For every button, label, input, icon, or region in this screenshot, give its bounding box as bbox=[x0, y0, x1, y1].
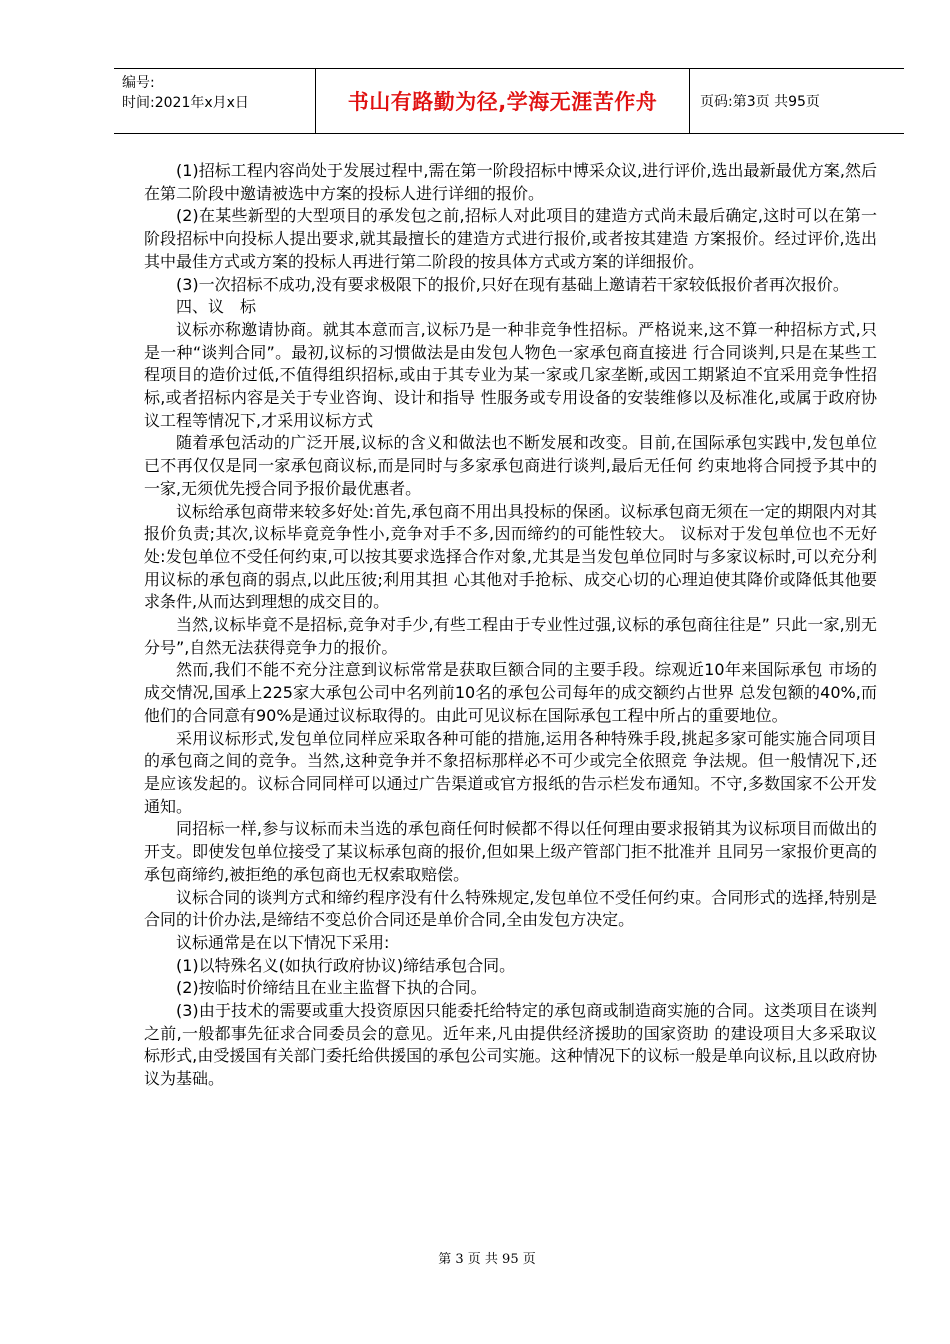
paragraph: 采用议标形式,发包单位同样应采取各种可能的措施,运用各种特殊手段,挑起多家可能实施合同项目的承包商之间的竞争。当然,这种竞争并不象招标那样必不可少或完全依照竞 争法规。但一般情况下,还是应该发起的。议标合同同样可以通过广告渠道或官方报纸的告示栏发布通知。不守,多数国家不公开发通知。 bbox=[144, 728, 877, 816]
paragraph: 议标合同的谈判方式和缔约程序没有什么特殊规定,发包单位不受任何约束。合同形式的选择,特别是合同的计价办法,是缔结不变总价合同还是单价合同,全由发包方决定。 bbox=[144, 887, 877, 930]
header-meta bbox=[114, 69, 316, 133]
paragraph: 同招标一样,参与议标而未当选的承包商任何时候都不得以任何理由要求报销其为议标项目而做出的开支。即使发包单位接受了某议标承包商的报价,但如果上级产管部门拒不批准并 且同另一家报价更高的承包商缔约,被拒绝的承包商也无权索取赔偿。 bbox=[144, 819, 877, 884]
paragraph: 随着承包活动的广泛开展,议标的含义和做法也不断发展和改变。目前,在国际承包实践中,发包单位已不再仅仅是同一家承包商议标,而是同时与多家承包商进行谈判,最后无任何 约束地将合同授予其中的一家,无须优先授合同予报价最优惠者。 bbox=[144, 433, 877, 498]
paragraph: 议标给承包商带来较多好处:首先,承包商不用出具投标的保函。议标承包商无须在一定的期限内对其报价负责;其次,议标毕竟竞争性小,竞争对手不多,因而缔约的可能性较大。 议标对于发包单位也不无好处:发包单位不受任何约束,可以按其要求选择合作对象,尤其是当发包单位同时与多家议标时,可以充分利用议标的承包商的弱点,以此压彼;利用其担 心其他对手抢标、成交心切的心理迫使其降价或降低其他要求条件,从而达到理想的成交目的。 bbox=[144, 501, 877, 612]
time-label: 时间:2021年x月x日 bbox=[122, 95, 249, 111]
paragraph: 议标亦称邀请协商。就其本意而言,议标乃是一种非竞争性招标。严格说来,这不算一种招标方式,只是一种“谈判合同”。最初,议标的习惯做法是由发包人物色一家承包商直接进 行合同谈判,只是在某些工程项目的造价过低,不值得组织招标,或由于其专业为某一家或几家垄断,或因工期紧迫不宜采用竞争性招标,或者招标内容是关于专业咨询、设计和指导 性服务或专用设备的安装维修以及标准化,或属于政府协议工程等情况下,才采用议标方式 bbox=[144, 319, 877, 430]
paragraph: (2)在某些新型的大型项目的承发包之前,招标人对此项目的建造方式尚未最后确定,这时可以在第一阶段招标中向投标人提出要求,就其最擅长的建造方式进行报价,或者按其建造 方案报价。经过评价,选出其中最佳方式或方案的投标人再进行第二阶段的按具体方式或方案的详细报价。 bbox=[144, 206, 877, 271]
document-body bbox=[144, 160, 877, 1091]
paragraph: (1)以特殊名义(如执行政府协议)缔结承包合同。 bbox=[176, 955, 516, 975]
paragraph: 当然,议标毕竟不是招标,竞争对手少,有些工程由于专业性过强,议标的承包商往往是” 只此一家,别无分号”,自然无法获得竞争力的报价。 bbox=[144, 615, 877, 657]
paragraph: (2)按临时价缔结且在业主监督下执的合同。 bbox=[176, 978, 487, 998]
paragraph: 然而,我们不能不充分注意到议标常常是获取巨额合同的主要手段。综观近10年来国际承包 市场的成交情况,国承上225家大承包公司中名列前10名的承包公司每年的成交额约占世界 总发包额的40%,而他们的合同意有90%是通过议标取得的。由此可见议标在国际承包工程中所占的重要地位。 bbox=[144, 660, 877, 725]
page-header bbox=[114, 68, 904, 134]
header-motto: 书山有路勤为径,学海无涯苦作舟 bbox=[316, 69, 690, 133]
number-label: 编号: bbox=[122, 75, 155, 91]
paragraph: (3)由于技术的需要或重大投资原因只能委托给特定的承包商或制造商实施的合同。这类项目在谈判之前,一般都事先征求合同委员会的意见。近年来,凡由提供经济援助的国家资助 的建设项目大多采取议标形式,由受援国有关部门委托给供援国的承包公司实施。这种情况下的议标一般是单向议标,且以政府协议为基础。 bbox=[144, 1001, 877, 1089]
header-page-label: 页码:第3页 共95页 bbox=[700, 94, 820, 110]
section-heading: 四、议 标 bbox=[176, 297, 257, 317]
paragraph: (1)招标工程内容尚处于发展过程中,需在第一阶段招标中博采众议,进行评价,选出最新最优方案,然后在第二阶段中邀请被选中方案的投标人进行详细的报价。 bbox=[144, 161, 877, 203]
page-footer: 第 3 页 共 95 页 bbox=[438, 1252, 536, 1267]
paragraph: (3)一次招标不成功,没有要求极限下的报价,只好在现有基础上邀请若干家较低报价者再次报价。 bbox=[176, 274, 849, 294]
paragraph: 议标通常是在以下情况下采用: bbox=[176, 932, 390, 952]
